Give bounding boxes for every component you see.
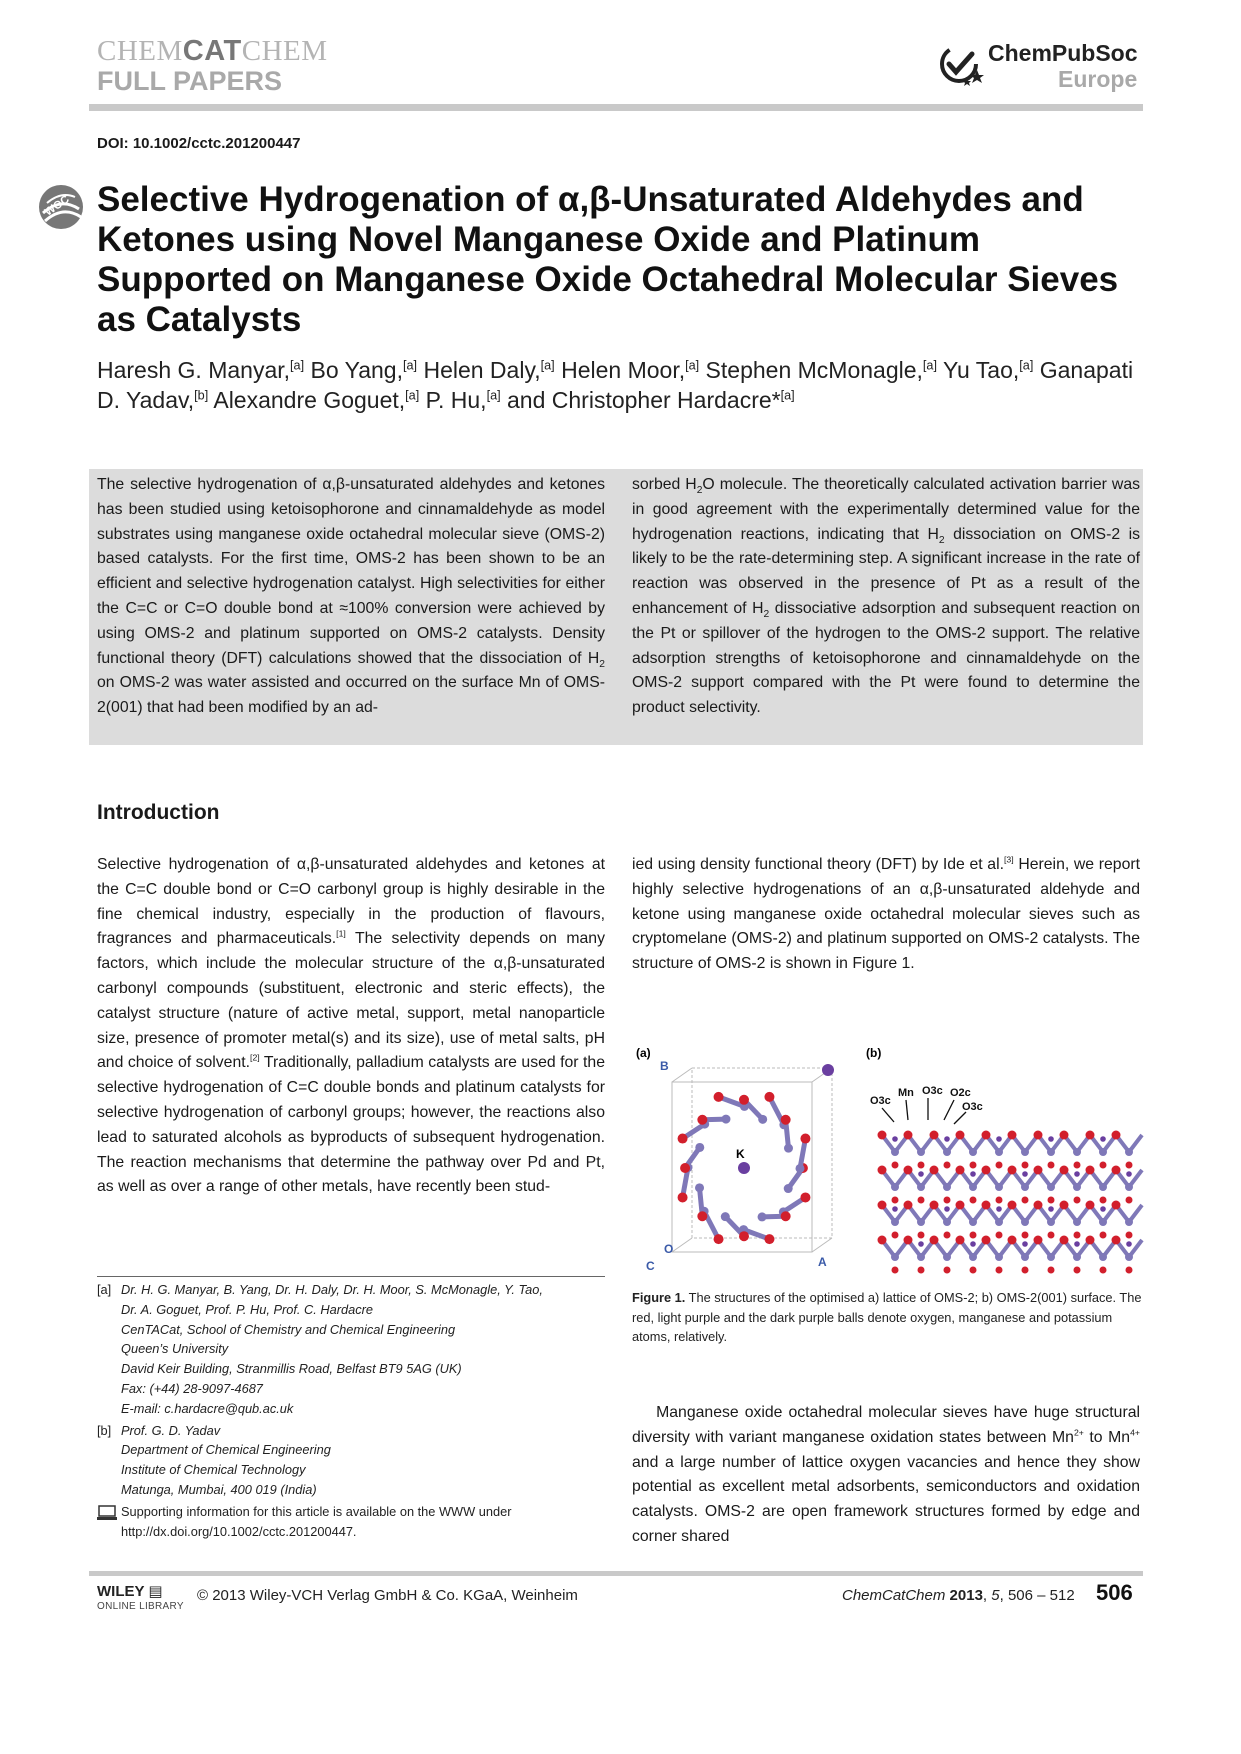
oxygen-atom	[1126, 1197, 1133, 1204]
oxygen-atom	[1034, 1201, 1043, 1210]
oxygen-atom	[1060, 1166, 1069, 1175]
oxygen-atom	[680, 1163, 690, 1173]
potassium-atom	[1048, 1206, 1054, 1212]
footnote-a-line: CenTACat, School of Chemistry and Chemical Engineering	[121, 1321, 456, 1337]
citation-journal: ChemCatChem	[842, 1587, 946, 1604]
oxygen-atom	[1060, 1201, 1069, 1210]
manganese-atom	[1099, 1253, 1107, 1261]
oxygen-atom	[956, 1131, 965, 1140]
oxygen-atom	[1086, 1201, 1095, 1210]
label-o2c: O2c	[950, 1087, 971, 1099]
manganese-atom	[917, 1148, 925, 1156]
manganese-atom	[1047, 1218, 1055, 1226]
page-number: 506	[1096, 1580, 1133, 1605]
oxygen-atom	[930, 1201, 939, 1210]
manganese-atom	[969, 1183, 977, 1191]
potassium-atom	[892, 1136, 898, 1142]
figure-1	[632, 1040, 1152, 1285]
footnote-a-line: Dr. A. Goguet, Prof. P. Hu, Prof. C. Hardacre	[121, 1301, 374, 1317]
oxygen-atom	[1048, 1267, 1055, 1274]
potassium-atom	[1074, 1171, 1080, 1177]
oxygen-atom	[956, 1201, 965, 1210]
journal-citation: ChemCatChem 2013, 5, 506 – 512	[842, 1587, 1075, 1604]
oxygen-atom	[892, 1232, 899, 1239]
potassium-atom	[738, 1162, 750, 1174]
oxygen-atom	[1008, 1201, 1017, 1210]
oxygen-atom	[982, 1236, 991, 1245]
manganese-atom	[891, 1183, 899, 1191]
oxygen-atom	[739, 1095, 749, 1105]
oxygen-atom	[1060, 1131, 1069, 1140]
footnote-rule	[97, 1276, 605, 1277]
manganese-atom	[995, 1148, 1003, 1156]
manganese-atom	[943, 1253, 951, 1261]
manganese-atom	[943, 1218, 951, 1226]
manganese-atom	[1021, 1148, 1029, 1156]
manganese-atom	[1047, 1148, 1055, 1156]
manganese-atom	[1021, 1183, 1029, 1191]
article-title: Selective Hydrogenation of α,β-Unsaturated Aldehydes and Ketones using Novel Manganese Oxide and Platinum Supported on Manganese Oxide Octahedral Molecular Sieves as Catalysts	[97, 180, 1119, 339]
manganese-atom	[758, 1212, 767, 1221]
oxygen-atom	[1126, 1267, 1133, 1274]
footnote-a-email[interactable]: E-mail: c.hardacre@qub.ac.uk	[121, 1400, 294, 1416]
oxygen-atom	[1100, 1197, 1107, 1204]
oxygen-atom	[678, 1134, 688, 1144]
footnote-b-line: Matunga, Mumbai, 400 019 (India)	[121, 1481, 317, 1497]
oxygen-atom	[1074, 1267, 1081, 1274]
oxygen-atom	[878, 1166, 887, 1175]
oxygen-atom	[1008, 1166, 1017, 1175]
oxygen-atom	[970, 1197, 977, 1204]
manganese-atom	[995, 1218, 1003, 1226]
supporting-info-line: Supporting information for this article is available on the WWW under	[121, 1503, 512, 1519]
wiley-logo	[97, 1584, 163, 1600]
computer-icon	[97, 1505, 117, 1521]
oxygen-atom	[1112, 1131, 1121, 1140]
oxygen-atom	[918, 1197, 925, 1204]
oxygen-atom	[944, 1162, 951, 1169]
manganese-atom	[891, 1253, 899, 1261]
oxygen-atom	[956, 1236, 965, 1245]
oxygen-atom	[982, 1201, 991, 1210]
oxygen-atom	[739, 1231, 749, 1241]
oxygen-atom	[1074, 1232, 1081, 1239]
footnote-b-tag: [b]	[97, 1422, 112, 1438]
oxygen-atom	[1100, 1232, 1107, 1239]
citation-volume: 5	[991, 1587, 1000, 1604]
manganese-atom	[1021, 1218, 1029, 1226]
potassium-atom	[996, 1136, 1002, 1142]
abstract-left-column: The selective hydrogenation of α,β-unsaturated aldehydes and ketones has been studied using ketoisophorone and cinnamaldehyde as model substrates using manganese oxide octahedral molecular sieve (OMS-2) based catalysts. For the first time, OMS-2 has been shown to be an efficient and selective hydrogenation catalyst. High selectivities for either the C=C or C=O double bond at ≈100% conversion were achieved by using OMS-2 and platinum supported on OMS-2 catalysts. Density functional theory (DFT) calculations showed that the dissociation of $H_2$ on OMS-2 was water assisted and occurred on the surface Mn of OMS-2(001) that had been modified by an ad-	[97, 476, 605, 717]
oxygen-atom	[996, 1232, 1003, 1239]
oxygen-atom	[1112, 1201, 1121, 1210]
oxygen-atom	[800, 1134, 810, 1144]
header-rule	[89, 104, 1143, 111]
oxygen-atom	[1008, 1236, 1017, 1245]
supporting-info-link[interactable]: http://dx.doi.org/10.1002/cctc.201200447.	[121, 1523, 357, 1539]
oxygen-atom	[956, 1166, 965, 1175]
figure-panel-b-surface	[870, 1085, 1142, 1274]
oxygen-atom	[1048, 1197, 1055, 1204]
manganese-atom	[917, 1253, 925, 1261]
society-name: ChemPubSoc	[988, 40, 1138, 66]
manganese-atom	[917, 1218, 925, 1226]
oxygen-atom	[1034, 1236, 1043, 1245]
manganese-atom	[784, 1184, 793, 1193]
oxygen-atom	[1074, 1162, 1081, 1169]
potassium-atom	[918, 1241, 924, 1247]
oxygen-atom	[1048, 1232, 1055, 1239]
oxygen-atom	[930, 1131, 939, 1140]
potassium-atom	[996, 1206, 1002, 1212]
label-mn: Mn	[898, 1087, 914, 1099]
oxygen-atom	[1126, 1232, 1133, 1239]
potassium-atom	[822, 1064, 834, 1076]
oxygen-atom	[1126, 1162, 1133, 1169]
potassium-atom	[1022, 1171, 1028, 1177]
figure-caption-text: The structures of the optimised a) lattice of OMS-2; b) OMS-2(001) surface. The red, light purple and the dark purple balls denote oxygen, manganese and potassium atoms, relatively.	[632, 1290, 1142, 1344]
manganese-atom	[969, 1253, 977, 1261]
society-region: Europe	[1058, 66, 1138, 92]
figure-panel-a-lattice	[646, 1059, 834, 1273]
chempubsoc-logo-icon	[937, 40, 985, 88]
footnote-a-line: David Keir Building, Stranmillis Road, Belfast BT9 5AG (UK)	[121, 1361, 462, 1377]
oxygen-atom	[800, 1192, 810, 1202]
citation-year: 2013	[949, 1587, 983, 1604]
oxygen-atom	[918, 1267, 925, 1274]
oxygen-atom	[892, 1162, 899, 1169]
footnote-b-line: Institute of Chemical Technology	[121, 1462, 306, 1478]
oxygen-atom	[1086, 1131, 1095, 1140]
manganese-atom	[943, 1183, 951, 1191]
manganese-atom	[695, 1143, 704, 1152]
author-list: Haresh G. Manyar,[a] Bo Yang,[a] Helen Daly,[a] Helen Moor,[a] Stephen McMonagle,[a] Yu Tao,[a] Ganapati D. Yadav,[b] Alexandre Goguet,[a] P. Hu,[a] and Christopher Hardacre*[a]	[97, 357, 1134, 413]
supporting-info-note	[97, 1502, 605, 1542]
oxygen-atom	[1086, 1166, 1095, 1175]
potassium-atom	[918, 1171, 924, 1177]
figure-panel-a-label: (a)	[636, 1046, 651, 1060]
manganese-atom	[1099, 1218, 1107, 1226]
oxygen-atom	[904, 1131, 913, 1140]
potassium-atom	[1100, 1206, 1106, 1212]
figure-caption-label: Figure 1.	[632, 1290, 686, 1305]
manganese-atom	[1099, 1148, 1107, 1156]
wiley-logo-subtitle: ONLINE LIBRARY	[97, 1601, 184, 1612]
manganese-atom	[995, 1253, 1003, 1261]
oxygen-atom	[944, 1232, 951, 1239]
axis-label-a: A	[818, 1255, 827, 1269]
oxygen-atom	[1008, 1131, 1017, 1140]
copyright: © 2013 Wiley-VCH Verlag GmbH & Co. KGaA, Weinheim	[197, 1587, 578, 1604]
manganese-atom	[1125, 1253, 1133, 1261]
manganese-atom	[1073, 1183, 1081, 1191]
oxygen-atom	[996, 1267, 1003, 1274]
woc-badge-icon	[37, 183, 85, 231]
footnote-b-line: Prof. G. D. Yadav	[121, 1422, 221, 1438]
journal-name-mid: CAT	[182, 35, 242, 67]
manganese-atom	[969, 1218, 977, 1226]
oxygen-atom	[982, 1166, 991, 1175]
oxygen-atom	[904, 1201, 913, 1210]
oxygen-atom	[1022, 1197, 1029, 1204]
manganese-atom	[1125, 1148, 1133, 1156]
oxygen-atom	[944, 1267, 951, 1274]
woc-badge-text: WOC	[42, 193, 72, 219]
label-o3c-1: O3c	[870, 1095, 891, 1107]
axis-label-b: B	[660, 1059, 669, 1073]
potassium-atom	[1126, 1171, 1132, 1177]
oxygen-atom	[904, 1236, 913, 1245]
oxygen-atom	[1022, 1267, 1029, 1274]
potassium-atom	[1126, 1241, 1132, 1247]
journal-name-pre: CHEM	[97, 35, 183, 67]
manganese-atom	[1073, 1148, 1081, 1156]
oxygen-atom	[1034, 1131, 1043, 1140]
journal-name	[97, 36, 328, 66]
manganese-atom	[917, 1183, 925, 1191]
footnote-a-tag: [a]	[97, 1282, 112, 1297]
manganese-atom	[1099, 1183, 1107, 1191]
oxygen-atom	[1100, 1267, 1107, 1274]
potassium-atom	[970, 1171, 976, 1177]
potassium-atom	[892, 1206, 898, 1212]
oxygen-atom	[1060, 1236, 1069, 1245]
label-k: K	[736, 1147, 745, 1161]
manganese-atom	[695, 1183, 704, 1192]
oxygen-atom	[678, 1192, 688, 1202]
footnote-a	[97, 1280, 605, 1419]
figure-panel-b-label: (b)	[866, 1046, 882, 1060]
footnote-a-line: Dr. H. G. Manyar, B. Yang, Dr. H. Daly, Dr. H. Moor, S. McMonagle, Y. Tao,	[121, 1282, 543, 1297]
oxygen-atom	[944, 1197, 951, 1204]
section-label: FULL PAPERS	[97, 66, 283, 96]
footnote-b-line: Department of Chemical Engineering	[121, 1442, 331, 1458]
oxygen-atom	[904, 1166, 913, 1175]
oxygen-atom	[878, 1236, 887, 1245]
oxygen-atom	[1112, 1166, 1121, 1175]
axis-label-c: C	[646, 1259, 655, 1273]
oxygen-atom	[714, 1092, 724, 1102]
oxygen-atom	[892, 1197, 899, 1204]
oxygen-atom	[1022, 1162, 1029, 1169]
oxygen-atom	[996, 1197, 1003, 1204]
oxygen-atom	[892, 1267, 899, 1274]
potassium-atom	[1100, 1136, 1106, 1142]
intro-right-column: ied using density functional theory (DFT) by Ide et al.[3] Herein, we report highly selective hydrogenations of an α,β-unsaturated aldehyde and ketone using manganese oxide octahedral molecular sieves such as cryptomelane (OMS-2) and platinum supported on OMS-2 catalysts. The structure of OMS-2 is shown in Figure 1.	[632, 854, 1140, 973]
potassium-atom	[944, 1206, 950, 1212]
book-icon: ▤	[148, 1583, 163, 1600]
footer-rule	[89, 1571, 1143, 1576]
oxygen-atom	[781, 1211, 791, 1221]
potassium-atom	[1048, 1136, 1054, 1142]
affiliation-footnotes	[97, 1280, 605, 1541]
manganese-atom	[1073, 1218, 1081, 1226]
oxygen-atom	[878, 1131, 887, 1140]
manganese-atom	[721, 1115, 730, 1124]
oxygen-atom	[970, 1232, 977, 1239]
oxygen-atom	[982, 1131, 991, 1140]
oxygen-atom	[697, 1211, 707, 1221]
oxygen-atom	[764, 1092, 774, 1102]
oxygen-atom	[714, 1234, 724, 1244]
manganese-atom	[721, 1212, 730, 1221]
manganese-atom	[995, 1183, 1003, 1191]
oxygen-atom	[1034, 1166, 1043, 1175]
figure-caption	[632, 1288, 1142, 1347]
manganese-atom	[1073, 1253, 1081, 1261]
footnote-a-body	[121, 1280, 543, 1419]
footnote-a-line: Fax: (+44) 28-9097-4687	[121, 1380, 263, 1396]
manganese-atom	[784, 1144, 793, 1153]
potassium-atom	[944, 1136, 950, 1142]
oxygen-atom	[970, 1162, 977, 1169]
oxygen-atom	[1022, 1232, 1029, 1239]
oxygen-atom	[1112, 1236, 1121, 1245]
oxygen-atom	[697, 1115, 707, 1125]
oxygen-atom	[930, 1236, 939, 1245]
oxygen-atom	[878, 1201, 887, 1210]
section-heading-introduction: Introduction	[97, 801, 220, 824]
wiley-logo-text: WILEY	[97, 1583, 145, 1600]
oxygen-atom	[1048, 1162, 1055, 1169]
manganese-atom	[1047, 1253, 1055, 1261]
oxygen-atom	[970, 1267, 977, 1274]
potassium-atom	[1022, 1241, 1028, 1247]
manganese-atom	[1125, 1183, 1133, 1191]
footnote-b	[97, 1421, 605, 1500]
manganese-atom	[1047, 1183, 1055, 1191]
journal-name-post: CHEM	[241, 35, 328, 67]
citation-pages: , 506 – 512	[999, 1587, 1075, 1604]
oxygen-atom	[1086, 1236, 1095, 1245]
manganese-atom	[891, 1148, 899, 1156]
manganese-atom	[758, 1115, 767, 1124]
oxygen-atom	[781, 1115, 791, 1125]
label-o3c-3: O3c	[962, 1101, 983, 1113]
potassium-atom	[970, 1241, 976, 1247]
potassium-atom	[1074, 1241, 1080, 1247]
abstract-right-column: sorbed $H_2O$ molecule. The theoretically calculated activation barrier was in good agreement with the experimentally determined value for the hydrogenation reactions, indicating that $H_2$ dissociation on OMS-2 is likely to be the rate-determining step. A significant increase in the rate of reaction was observed in the presence of Pt as a result of the enhancement of $H_2$ dissociative adsorption and subsequent reaction on the Pt or spillover of the hydrogen to the OMS-2 support. The relative adsorption strengths of ketoisophorone and cinnamaldehyde on the OMS-2 support compared with the Pt were found to determine the product selectivity.	[632, 476, 1141, 717]
doi[interactable]: DOI: 10.1002/cctc.201200447	[97, 135, 301, 152]
supporting-info-text	[121, 1502, 511, 1542]
oxygen-atom	[918, 1232, 925, 1239]
oxygen-atom	[930, 1166, 939, 1175]
manganese-atom	[943, 1148, 951, 1156]
footnote-b-body	[121, 1421, 331, 1500]
label-o3c-2: O3c	[922, 1085, 943, 1097]
oxygen-atom	[918, 1162, 925, 1169]
oxygen-atom	[996, 1162, 1003, 1169]
manganese-atom	[1125, 1218, 1133, 1226]
intro-left-column: Selective hydrogenation of α,β-unsaturated aldehydes and ketones at the C=C double bond or C=O carbonyl group is highly desirable in the fine chemical industry, especially in the production of flavours, fragrances and pharmaceuticals.[1] The selectivity depends on many factors, which include the molecular structure of the α,β-unsaturated carbonyl compounds (substituent, electronic and steric effects), the catalyst structure (nature of active metal, support, metal nanoparticle size, presence of promoter metal(s) and its size), use of metal salts, pH and choice of solvent.[2] Traditionally, palladium catalysts are used for the selective hydrogenation of C=C double bonds and platinum catalysts for selective hydrogenation of carbonyl groups; however, the reactions also lead to saturated alcohols as byproducts of subsequent hydrogenation. The reaction mechanisms that determine the pathway over Pd and Pt, as well as over a range of other metals, have recently been stud-	[97, 856, 605, 1196]
manganese-atom	[795, 1164, 804, 1173]
footnote-a-line: Queen’s University	[121, 1341, 229, 1357]
oxygen-atom	[764, 1234, 774, 1244]
axis-label-o: O	[664, 1242, 674, 1256]
manganese-atom	[1021, 1253, 1029, 1261]
oxygen-atom	[1074, 1197, 1081, 1204]
oxygen-atom	[1100, 1162, 1107, 1169]
manganese-atom	[891, 1218, 899, 1226]
intro-right-paragraph-2: Manganese oxide octahedral molecular sieves have huge structural diversity with variant manganese oxidation states between $Mn^{2+}$ to $Mn^{4+}$ and a large number of lattice oxygen vacancies and hence they show potential as excellent metal adsorbents, semiconductors and oxidation catalysts. OMS-2 are open framework structures formed by edge and corner shared	[632, 1404, 1140, 1545]
manganese-atom	[969, 1148, 977, 1156]
